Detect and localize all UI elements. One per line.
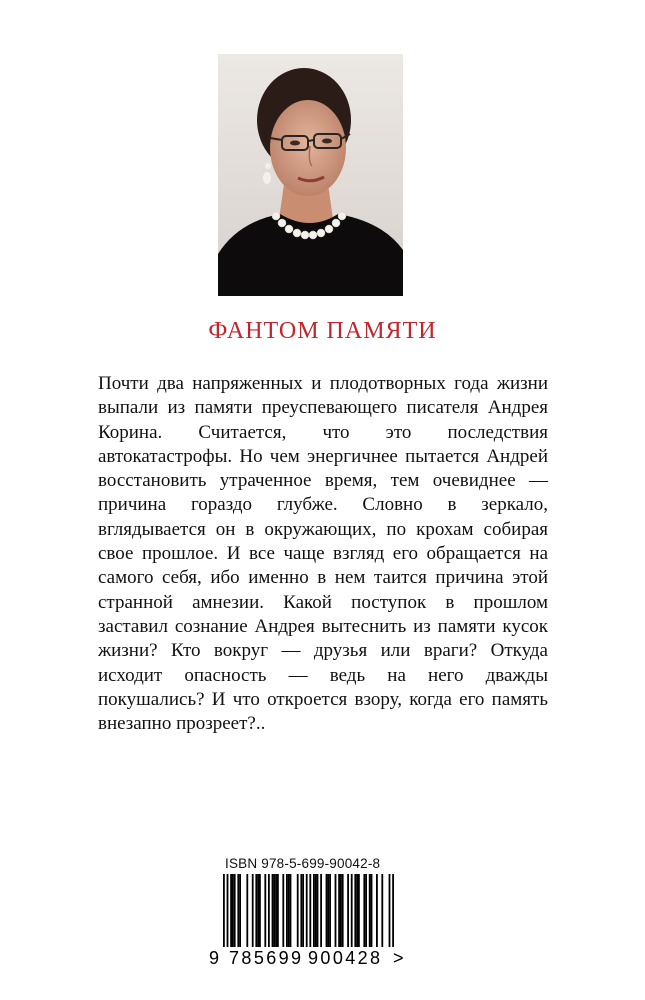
barcode-bar <box>237 874 239 947</box>
barcode-bar <box>302 874 304 947</box>
barcode-bar <box>327 874 329 947</box>
barcode-bar <box>354 874 356 947</box>
barcode-bar <box>268 874 270 947</box>
barcode-bar <box>317 874 319 947</box>
barcode-bar <box>239 874 241 947</box>
barcode-bar <box>356 874 358 947</box>
barcode-digit-lead: 9 <box>209 948 220 968</box>
barcode-bar <box>223 874 225 958</box>
barcode-bar <box>259 874 261 947</box>
barcode-bar <box>313 874 315 947</box>
barcode-bar <box>257 874 259 947</box>
barcode-bar <box>275 874 277 947</box>
barcode-digits-left: 785699 <box>229 948 304 968</box>
barcode-quiet-mark: > <box>393 948 404 968</box>
barcode-bar <box>365 874 367 947</box>
barcode-bar <box>282 874 284 947</box>
book-annotation: Почти два напряженных и плодотворных года жизни выпали из памяти преуспевающего писателя Андрея Корина. Считается, что это последствия автокатастрофы. Но чем энергичнее пытается Андрей восстановить утраченное время, тем очевиднее — причина гораздо глубже. Словно в зеркало, вглядывается он в окружающих, по крохам собирая свое прошлое. И все чаще взгляд его обращается на самого себя, ибо именно в нем таится причина этой странной амнезии. Какой поступок в прошлом заставил сознание Андрея вытеснить из памяти кусок жизни? Кто вокруг — друзья или враги? Откуда исходит опасность — ведь на него дважды покушались? И что откроется взору, когда его память внезапно прозреет?.. <box>98 373 548 735</box>
barcode-bar <box>358 874 360 947</box>
barcode-bar <box>340 874 342 947</box>
barcode-bar <box>264 874 266 947</box>
barcode-bar <box>297 874 299 947</box>
barcode-bar <box>234 874 236 947</box>
barcode-bar <box>227 874 229 958</box>
barcode-bar <box>290 874 292 947</box>
barcode-bar <box>338 874 340 947</box>
barcode-bar <box>320 874 322 947</box>
barcode-bar <box>326 874 328 947</box>
barcode-bar <box>306 874 308 958</box>
barcode-bar <box>371 874 373 947</box>
barcode-bar <box>273 874 275 947</box>
barcode-bar <box>246 874 248 947</box>
barcode-bar <box>252 874 254 947</box>
barcode-bar <box>347 874 349 947</box>
author-photo <box>218 54 403 296</box>
barcode-bar <box>232 874 234 947</box>
barcode-bar <box>376 874 378 947</box>
barcode-bar <box>277 874 279 947</box>
barcode-bar <box>351 874 353 947</box>
barcode-bar <box>392 874 394 958</box>
barcode-bar <box>369 874 371 947</box>
barcode-bar <box>255 874 257 947</box>
isbn-label: ISBN 978-5-699-90042-8 <box>225 856 381 871</box>
barcode-bar <box>335 874 337 947</box>
barcode-bar <box>342 874 344 947</box>
barcode-bar <box>329 874 331 947</box>
barcode-bar <box>309 874 311 958</box>
barcode-bar <box>315 874 317 947</box>
barcode-bar <box>272 874 274 947</box>
barcode-bar <box>286 874 288 947</box>
book-title: ФАНТОМ ПАМЯТИ <box>208 318 437 344</box>
barcode-bar <box>389 874 391 958</box>
barcode-bar <box>381 874 383 947</box>
barcode-bar <box>363 874 365 947</box>
barcode-bar <box>230 874 232 947</box>
barcode-bar <box>288 874 290 947</box>
barcode-bar <box>300 874 302 947</box>
barcode-digits-right: 900428 <box>308 948 383 968</box>
isbn-barcode <box>207 874 407 969</box>
